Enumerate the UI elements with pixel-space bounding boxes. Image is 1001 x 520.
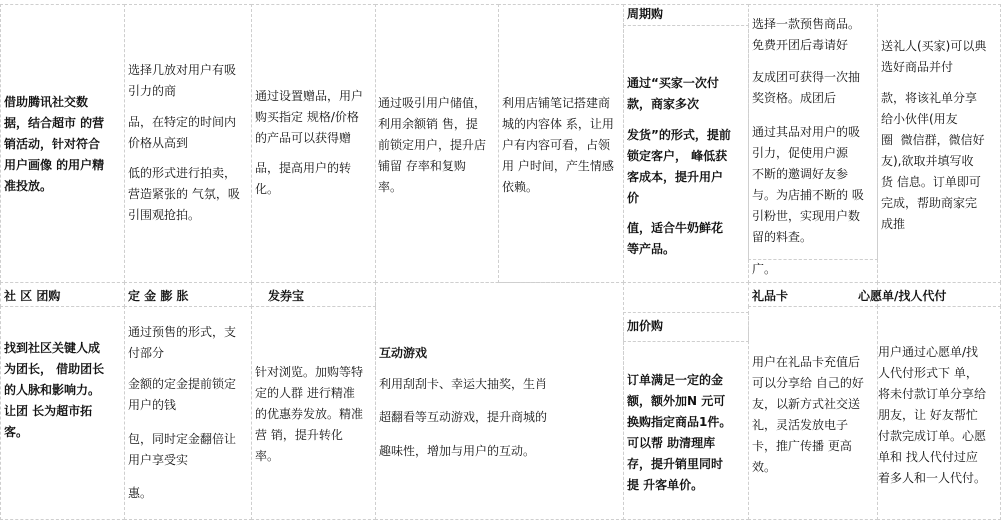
cell-r2-c45 [375,282,624,520]
text-r1-c7-a: 选择一款预售商品。 免费开团后毒请好 [752,17,861,52]
text-r1-c2-c: 低的形式进行拍卖， 营造紧张的 气氛，吸 引围观抢拍。 [128,166,240,222]
text-r2-c2-b: 金额的定金提前锁定 用户的钱 [128,377,237,412]
text-r2-c2-c: 包，同时定金翻倍让 用户享受实 [128,432,237,467]
text-r1-c3-a: 通过设置赠品，用户 购买指定 规格/价格 的产品可以获得赠 [255,89,364,145]
text-r1-c1: 借助腾讯社交数 据，结合超市 的营 销活动，针对符合 用户画像 的用户精 准投放。 [4,95,105,193]
header-hudongyouxi: 互动游戏 [379,346,428,360]
text-r1-c6-a: 通过“买家一次付 款，商家多次 [627,76,719,111]
text-r1-c6-c: 值，适合牛奶鲜花 等产品。 [627,221,724,256]
text-r1-c6-b: 发货”的形式，提前 锁定客户， 峰低获 客成本，提升用户 价 [627,128,731,205]
header-dingjinpengzhang: 定 金 膨 胀 [128,289,189,303]
header-jiajiagou: 加价购 [627,319,664,333]
text-r2-c2-a: 通过预售的形式，支 付部分 [128,325,237,360]
text-r1-c7-c: 通过其品对用户的吸 引力，促使用户源 不断的邀调好友参 与。为店捕不断的 吸 引粉世，实现用户数 留的料查。 [752,125,864,244]
text-r1-c8-a: 送礼人(买家)可以典 选好商品并付 [881,39,987,74]
text-r2-c2-d: 惠。 [128,486,153,500]
header-lipinka: 礼品卡 [752,289,789,303]
text-r2-c3: 针对浏览。加购等特 定的人群 进行精准 的优惠券发放。精准 营 销，提升转化 率。 [255,365,364,463]
header-zhouqigou: 周期购 [627,7,664,21]
text-r1-c5: 利用店铺笔记搭建商 城的内容体 系，让用 户有内容可看，占领 用 户时间，产生情感 依赖。 [502,96,614,194]
text-r2-c4-c: 趣味性，增加与用户的互动。 [379,444,536,458]
text-r1-c7-b: 友成团可获得一次抽 奖资格。成团后 [752,70,861,105]
header-shequtuangou: 社 区 团购 [4,289,61,303]
text-r2-c4-b: 超翻看等互动游戏，提升商城的 [379,410,548,424]
text-r2-c1: 找到社区关键人成 为团长， 借助团长 的人脉和影响力。 让团 长为超市拓 客。 [4,341,105,439]
text-r1-c7-d: 广。 [752,262,777,276]
text-r1-c4: 通过吸引用户储值， 利用余额销 售，提 前锁定用户，提升店 铺留 存率和复购 率。 [378,96,487,194]
header-faquanbao: 发券宝 [268,289,305,303]
text-r1-c3-b: 品，提高用户的转 化。 [255,161,352,196]
text-r2-c4-a: 利用刮刮卡、幸运大抽奖，生肖 [379,377,548,391]
text-r2-c6: 订单满足一定的金 额，额外加N 元可 换购指定商品1件。 可以帮 助清理库 存，提升销里同时 提 升客单价。 [627,373,732,492]
header-xinyuandan: 心愿单/找人代付 [858,289,947,303]
text-r2-c8: 用户通过心愿单/找 人代付形式下 单， 将未付款订单分享给 朋友，让 好友帮忙 付款完成订单。心愿 单和 找人代付过应 着多人和一人代付。 [878,345,987,485]
text-r1-c2-b: 品，在特定的时间内 价格从高到 [128,115,237,150]
text-r1-c2-a: 选择几放对用户有吸 引力的商 [128,63,237,98]
text-r2-c7: 用户在礼品卡充值后 可以分享给 自己的好 友，以新方式社交送 礼，灵活发放电子 卡，推广传播 更高 效。 [752,355,864,474]
text-r1-c8-b: 款，将该礼单分享 给小伙伴(用友 圈 微信群，微信好 友),欲取并填写收 货 信息。订单即可 完成，帮助商家完 成推 [881,91,985,231]
